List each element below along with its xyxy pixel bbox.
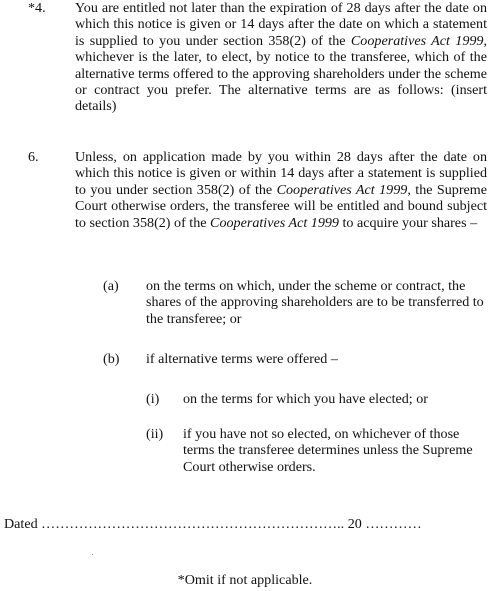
paragraph-6-number: 6. [28,149,39,165]
dated-line: Dated ……………………………………………………….. 20 ………… [4,516,422,532]
stray-dot [92,554,93,555]
paragraph-6-text-part-3: to acquire your shares – [338,214,478,231]
paragraph-6-text-part-1: Unless, on application made by you within 28 days after the date on which this notice is given or within 14 days after a statement is supplied to you under section 358(2) of the [75,149,487,198]
item-i-text: on the terms for which you have elected; or [183,391,428,407]
item-b-text: if alternative terms were offered – [146,351,338,367]
item-a-text: on the terms on which, under the scheme or contract, the shares of the approving shareholders are to be transferred to the transferee; or [146,278,484,327]
footnote: *Omit if not applicable. [177,572,313,588]
paragraph-6-text-part-2: , the Supreme Court otherwise orders, the transferee will be entitled and bound subject to section 358(2) of the [75,181,488,231]
paragraph-6-text [75,149,487,231]
act-name: Cooperatives Act 1999 [276,181,408,198]
item-ii-label: (ii) [146,426,164,442]
item-i-label: (i) [146,391,160,407]
item-a-label: (a) [103,278,119,294]
paragraph-4-text-part-2: , whichever is the later, to elect, by notice to the transferee, which of the alternative terms offered to the approving shareholders under the scheme or contract you prefer. The alternative terms are as follows: (insert details) [75,32,487,115]
item-b-label: (b) [103,351,120,367]
act-name: Cooperatives Act 1999 [350,32,484,49]
paragraph-4-text [75,0,487,115]
paragraph-4-text-part-1: You are entitled not later than the expiration of 28 days after the date on which this notice is given or 14 days after the date on which a statement is supplied to you under section 358(2) of the [75,0,487,49]
item-ii-text: if you have not so elected, on whichever of those terms the transferee determines unless the Supreme Court otherwise orders. [183,426,473,475]
paragraph-4-number: *4. [28,0,46,16]
act-name: Cooperatives Act 1999 [210,214,339,231]
